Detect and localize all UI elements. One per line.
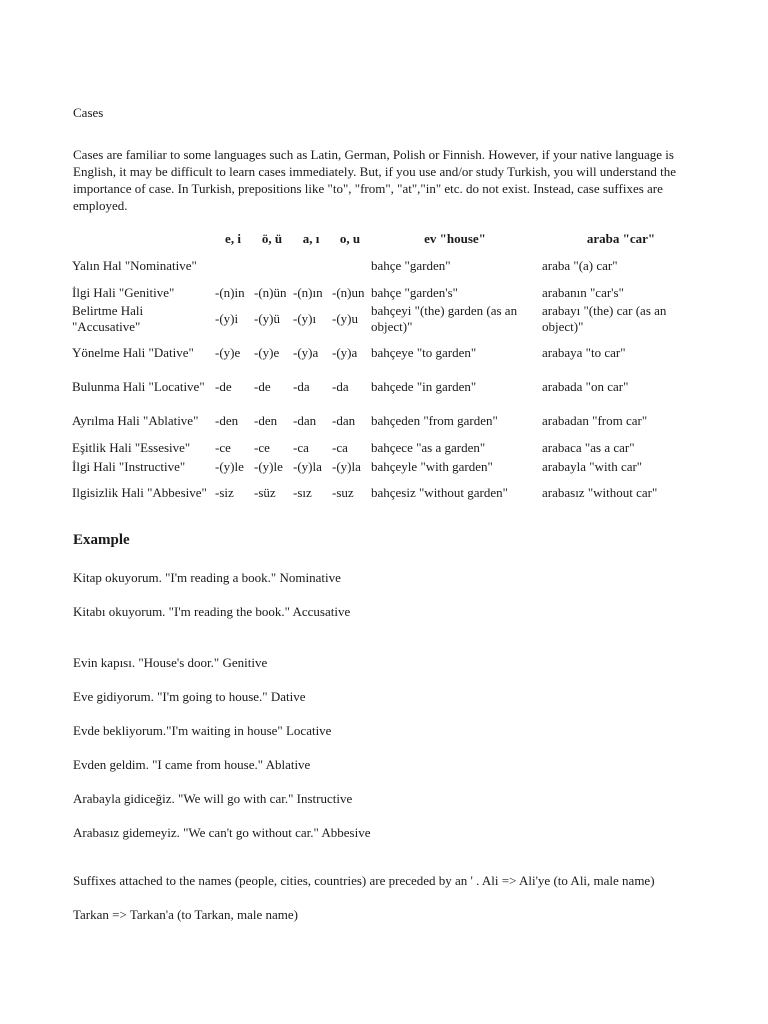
suffix-cell: -(y)a	[332, 345, 358, 360]
footer-example: Tarkan => Tarkan'a (to Tarkan, male name)	[73, 907, 298, 922]
case-name-cell: Eşitlik Hali "Essesive"	[72, 439, 191, 455]
case-name-cell: Bulunma Hali "Locative"	[72, 379, 205, 394]
example-line: Kitap okuyorum. "I'm reading a book." Nominative	[73, 570, 341, 585]
suffix-cell: -(y)ü	[254, 311, 280, 326]
suffix-cell: -(y)e	[215, 345, 241, 360]
example-cell: arabaca "as a car"	[542, 439, 635, 455]
suffix-cell: -(y)le	[215, 458, 244, 474]
suffix-cell: -(y)i	[215, 311, 239, 326]
cases-table	[70, 229, 701, 510]
header-cell: a, ı	[302, 231, 320, 246]
case-name-cell: İlgi Hali "Instructive"	[72, 458, 186, 474]
table-row	[70, 336, 701, 370]
suffix-cell: -(n)ın	[293, 284, 323, 300]
example-line: Arabasız gidemeyiz. "We can't go without car." Abbesive	[73, 825, 371, 840]
example-line: Evden geldim. "I came from house." Ablative	[73, 757, 311, 772]
suffix-cell: -ce	[215, 439, 231, 455]
table-row	[70, 457, 701, 476]
intro-paragraph: Cases are familiar to some languages such as Latin, German, Polish or Finnish. However, if your native language is English, it may be difficult to learn cases immediately. But, if you use and/or study Turkish, you will understand the importance of case. In Turkish, prepositions like "to", "from", "at","in" etc. do not exist. Instead, case suffixes are employed.	[73, 147, 676, 213]
case-name-cell: Ilgisizlik Hali "Abbesive"	[72, 485, 207, 500]
table-header-row	[70, 229, 701, 249]
suffix-cell: -sız	[293, 485, 312, 500]
case-name-cell: İlgi Hali "Genitive"	[72, 284, 175, 300]
header-cell: ev "house"	[424, 231, 486, 246]
suffix-cell: -(n)ün	[254, 284, 287, 300]
example-cell: arabayla "with car"	[542, 458, 643, 474]
example-cell: arabaya "to car"	[542, 345, 626, 360]
example-cell: bahçede "in garden"	[371, 379, 477, 394]
example-cell: bahçe "garden"	[371, 258, 451, 273]
example-line: Evde bekliyorum."I'm waiting in house" Locative	[73, 723, 332, 738]
example-cell: arabadan "from car"	[542, 413, 648, 428]
suffix-cell: -da	[332, 379, 349, 394]
header-cell: o, u	[339, 231, 361, 246]
table-row	[70, 283, 701, 302]
suffix-cell: -den	[254, 413, 278, 428]
table-row	[70, 302, 701, 336]
table-row	[70, 404, 701, 438]
suffix-cell: -da	[293, 379, 310, 394]
table-row	[70, 438, 701, 457]
case-name-cell: Belirtme Hali "Accusative"	[72, 303, 144, 334]
example-cell: arabasız "without car"	[542, 485, 658, 500]
suffix-cell	[252, 249, 291, 283]
case-name-cell: Yönelme Hali "Dative"	[72, 345, 194, 360]
suffix-cell: -(y)la	[332, 458, 361, 474]
example-cell: bahçeyle "with garden"	[371, 458, 493, 474]
example-cell: bahçeyi "(the) garden (as an object)"	[371, 303, 518, 334]
suffix-cell	[213, 249, 252, 283]
suffix-cell: -ca	[332, 439, 348, 455]
suffix-cell: -dan	[332, 413, 356, 428]
example-cell: arabada "on car"	[542, 379, 629, 394]
header-cell: ö, ü	[261, 231, 283, 246]
footer-note: Suffixes attached to the names (people, cities, countries) are preceded by an ' . Ali => Ali'ye (to Ali, male name)	[73, 873, 655, 888]
example-heading: Example	[73, 532, 130, 548]
example-cell: bahçeye "to garden"	[371, 345, 477, 360]
suffix-cell: -(n)un	[332, 284, 365, 300]
example-line: Eve gidiyorum. "I'm going to house." Dative	[73, 689, 306, 704]
case-name-cell: Ayrılma Hali "Ablative"	[72, 413, 199, 428]
example-cell: bahçesiz "without garden"	[371, 485, 508, 500]
example-line: Kitabı okuyorum. "I'm reading the book." Accusative	[73, 604, 351, 619]
suffix-cell	[291, 249, 330, 283]
header-cell	[70, 229, 213, 249]
suffix-cell: -süz	[254, 485, 276, 500]
table-row	[70, 370, 701, 404]
header-cell: araba "car"	[586, 231, 656, 246]
suffix-cell: -(y)a	[293, 345, 319, 360]
table-row	[70, 476, 701, 510]
example-cell: araba "(a) car"	[542, 258, 618, 273]
suffix-cell: -ce	[254, 439, 270, 455]
suffix-cell: -(n)in	[215, 284, 245, 300]
suffix-cell	[330, 249, 369, 283]
suffix-cell: -(y)ı	[293, 311, 317, 326]
example-cell: arabanın "car's"	[542, 284, 624, 300]
example-line: Evin kapısı. "House's door." Genitive	[73, 655, 268, 670]
suffix-cell: -(y)le	[254, 458, 283, 474]
suffix-cell: -siz	[215, 485, 234, 500]
suffix-cell: -de	[254, 379, 271, 394]
page-title: Cases	[73, 105, 104, 120]
example-cell: bahçeden "from garden"	[371, 413, 498, 428]
example-line: Arabayla gidiceğiz. "We will go with car." Instructive	[73, 791, 353, 806]
example-cell: arabayı "(the) car (as an object)"	[542, 303, 667, 334]
suffix-cell: -(y)e	[254, 345, 280, 360]
suffix-cell: -ca	[293, 439, 309, 455]
case-name-cell: Yalın Hal "Nominative"	[72, 258, 197, 273]
example-cell: bahçe "garden's"	[371, 284, 458, 300]
suffix-cell: -dan	[293, 413, 317, 428]
example-cell: bahçece "as a garden"	[371, 439, 486, 455]
suffix-cell: -(y)u	[332, 311, 358, 326]
suffix-cell: -suz	[332, 485, 354, 500]
suffix-cell: -(y)la	[293, 458, 322, 474]
header-cell: e, i	[225, 231, 241, 246]
table-row	[70, 249, 701, 283]
suffix-cell: -de	[215, 379, 232, 394]
suffix-cell: -den	[215, 413, 239, 428]
